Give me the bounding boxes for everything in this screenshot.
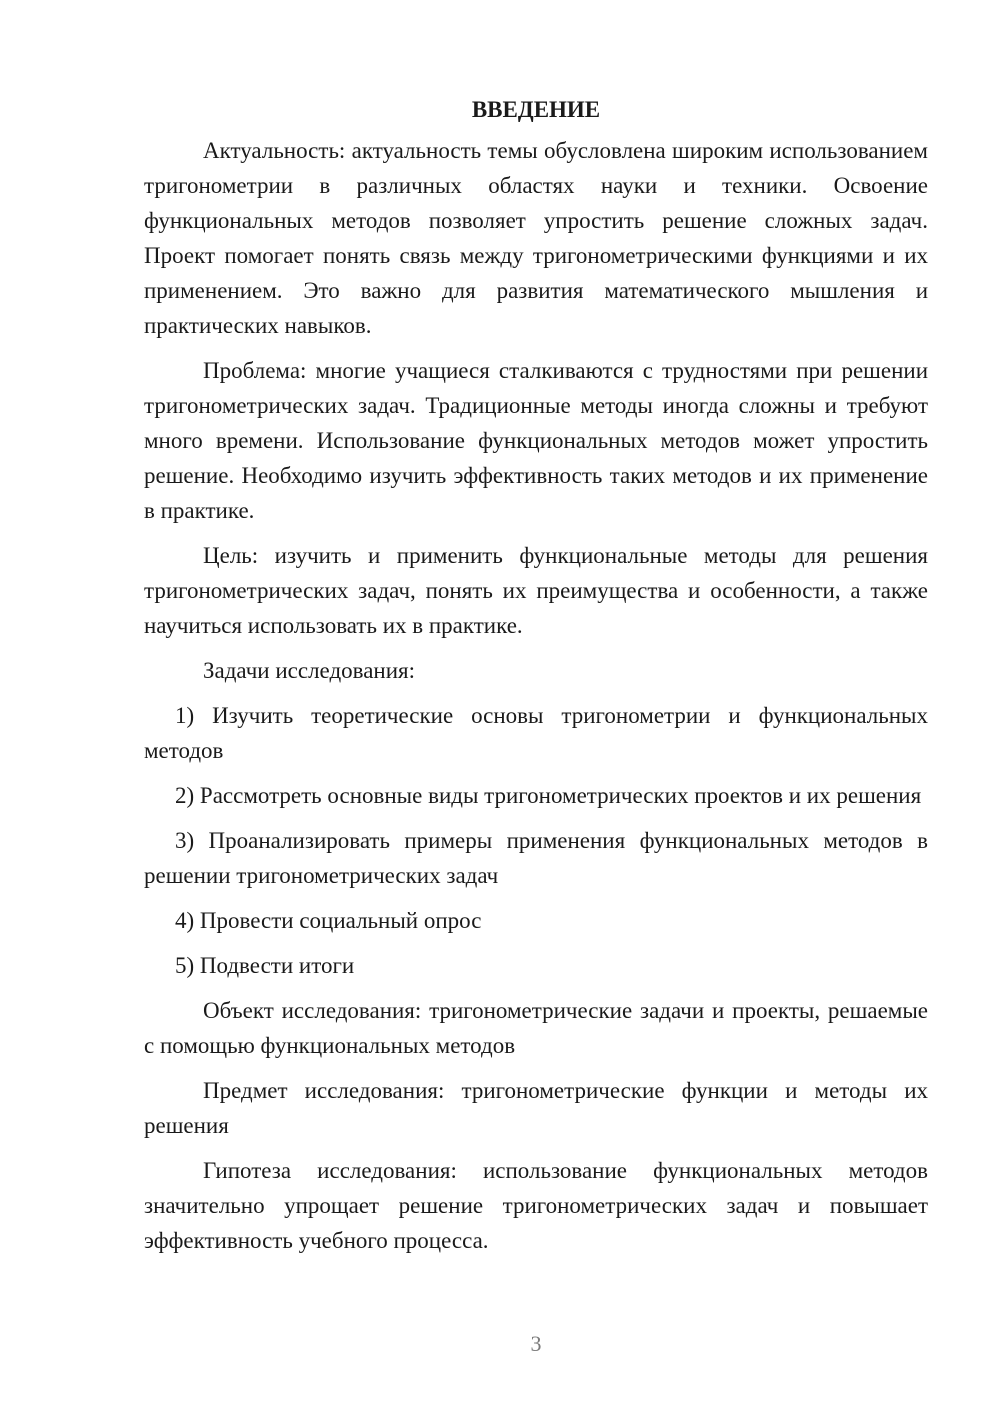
problem-paragraph: Проблема: многие учащиеся сталкиваются с трудностями при решении тригонометрических задач. Традиционные методы иногда сложны и требуют много времени. Использование функциональных методов может упростить решение. Необходимо изучить эффективность таких методов и их применение в практике. <box>144 358 928 523</box>
relevance-paragraph: Актуальность: актуальность темы обусловлена широким использованием тригонометрии в различных областях науки и техники. Освоение функциональных методов позволяет упростить решение сложных задач. Проект помогает понять связь между тригонометрическими функциями и их применением. Это важно для развития математического мышления и практических навыков. <box>144 138 928 338</box>
subject-paragraph: Предмет исследования: тригонометрические функции и методы их решения <box>144 1078 928 1138</box>
page-number: 3 <box>530 1331 542 1356</box>
task-item-5: 5) Подвести итоги <box>175 953 355 978</box>
hypothesis-paragraph: Гипотеза исследования: использование функциональных методов значительно упрощает решение тригонометрических задач и повышает эффективность учебного процесса. <box>144 1158 928 1253</box>
task-item-1: 1) Изучить теоретические основы тригонометрии и функциональных методов <box>144 703 928 763</box>
page-title: ВВЕДЕНИЕ <box>471 97 601 122</box>
object-paragraph: Объект исследования: тригонометрические задачи и проекты, решаемые с помощью функциональных методов <box>144 998 928 1058</box>
task-item-3: 3) Проанализировать примеры применения функциональных методов в решении тригонометрических задач <box>144 828 928 888</box>
task-item-2: 2) Рассмотреть основные виды тригонометрических проектов и их решения <box>175 783 922 808</box>
document-body <box>144 92 928 1268</box>
task-item-4: 4) Провести социальный опрос <box>175 908 482 933</box>
tasks-heading: Задачи исследования: <box>203 658 416 683</box>
goal-paragraph: Цель: изучить и применить функциональные методы для решения тригонометрических задач, понять их преимущества и особенности, а также научиться использовать их в практике. <box>144 543 928 638</box>
